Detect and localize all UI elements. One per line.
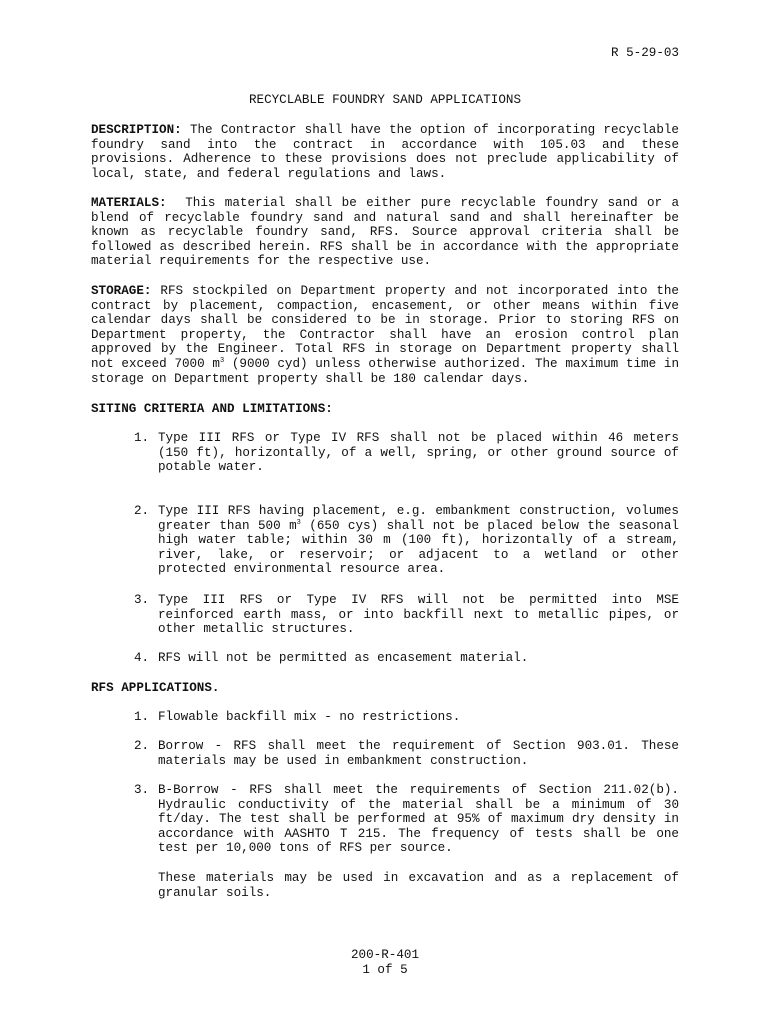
siting-item-text: Type III RFS or Type IV RFS shall not be placed within 46 meters (150 ft), horizontally, of a well, spring, or other ground source of potable water. [158,431,679,475]
siting-item-number: 2. [134,504,150,518]
storage-text-a: RFS stockpiled on Department property and not incorporated into the contract by placement, compaction, encasement, or other means within five calendar days shall be considered to be in storage. Prior to storing RFS on Department property, the Contractor shall have an erosion control plan approved by the Engineer. Total RFS in storage on Department property shall not exceed 7000 m [91,284,679,371]
siting-item-number: 4. [134,651,150,665]
application-item [134,710,679,725]
materials-text: This material shall be either pure recyclable foundry sand or a blend of recyclable foundry sand and natural sand and shall hereinafter be known as recyclable foundry sand, RFS. Source approval criteria shall be followed as described herein. RFS shall be in accordance with the appropriate material requirements for the respective use. [91,196,679,269]
application-item-number: 1. [134,710,150,724]
description-paragraph [91,123,679,181]
siting-item-text-b: (650 cys) shall not be placed below the seasonal high water table; within 30 m (100 ft), horizontally of a stream, river, lake, or reservoir; or adjacent to a wetland or other protected environmental resource area. [158,518,679,577]
application-item-note [134,871,679,900]
storage-text-b: (9000 cyd) unless otherwise authorized. The maximum time in storage on Department property shall be 180 calendar days. [91,356,679,386]
siting-item-text-a: Type III RFS having placement, e.g. embankment construction, volumes greater than 500 m [158,504,679,533]
footer-doc-number: 200-R-401 [350,948,420,962]
application-note-text: These materials may be used in excavation and as a replacement of granular soils. [158,871,679,900]
siting-item-text: Type III RFS or Type IV RFS will not be permitted into MSE reinforced earth mass, or into backfill next to metallic pipes, or other metallic structures. [158,593,679,637]
application-item-number: 2. [134,739,150,753]
materials-paragraph [91,196,679,269]
siting-heading: SITING CRITERIA AND LIMITATIONS: [91,402,333,416]
description-label: DESCRIPTION: [91,123,182,137]
siting-item-number: 3. [134,593,150,607]
siting-item-text: RFS will not be permitted as encasement material. [158,651,529,665]
siting-item [134,431,679,475]
application-item-number: 3. [134,783,150,797]
application-item-text: Borrow - RFS shall meet the requirement of Section 903.01. These materials may be used in embankment construction. [158,739,679,768]
siting-item [134,651,679,666]
description-text: The Contractor shall have the option of incorporating recyclable foundry sand into the contract in accordance with 105.03 and these provisions. Adherence to these provisions does not preclude applicability of local, state, and federal regulations and laws. [91,123,679,181]
application-item-text: Flowable backfill mix - no restrictions. [158,710,461,724]
footer-page-count: 1 of 5 [362,963,408,977]
applications-heading: RFS APPLICATIONS. [91,681,220,695]
siting-item-number: 1. [134,431,150,445]
materials-label: MATERIALS: [91,196,167,210]
revision-code: R 5-29-03 [610,46,679,60]
storage-label: STORAGE: [91,284,152,298]
storage-paragraph [91,284,679,386]
siting-item [134,593,679,637]
application-item [134,783,679,856]
application-item [134,739,679,768]
siting-item [134,504,679,577]
storage-superscript: 3 [219,356,225,365]
siting-item-superscript: 3 [296,518,301,527]
siting-item-text [158,504,679,577]
application-item-text: B-Borrow - RFS shall meet the requirements of Section 211.02(b). Hydraulic conductivity of the material shall be a minimum of 30 ft/day. The test shall be performed at 95% of maximum dry density in accordance with AASHTO T 215. The frequency of tests shall be one test per 10,000 tons of RFS per source. [158,783,679,856]
page-title: RECYCLABLE FOUNDRY SAND APPLICATIONS [248,93,522,107]
